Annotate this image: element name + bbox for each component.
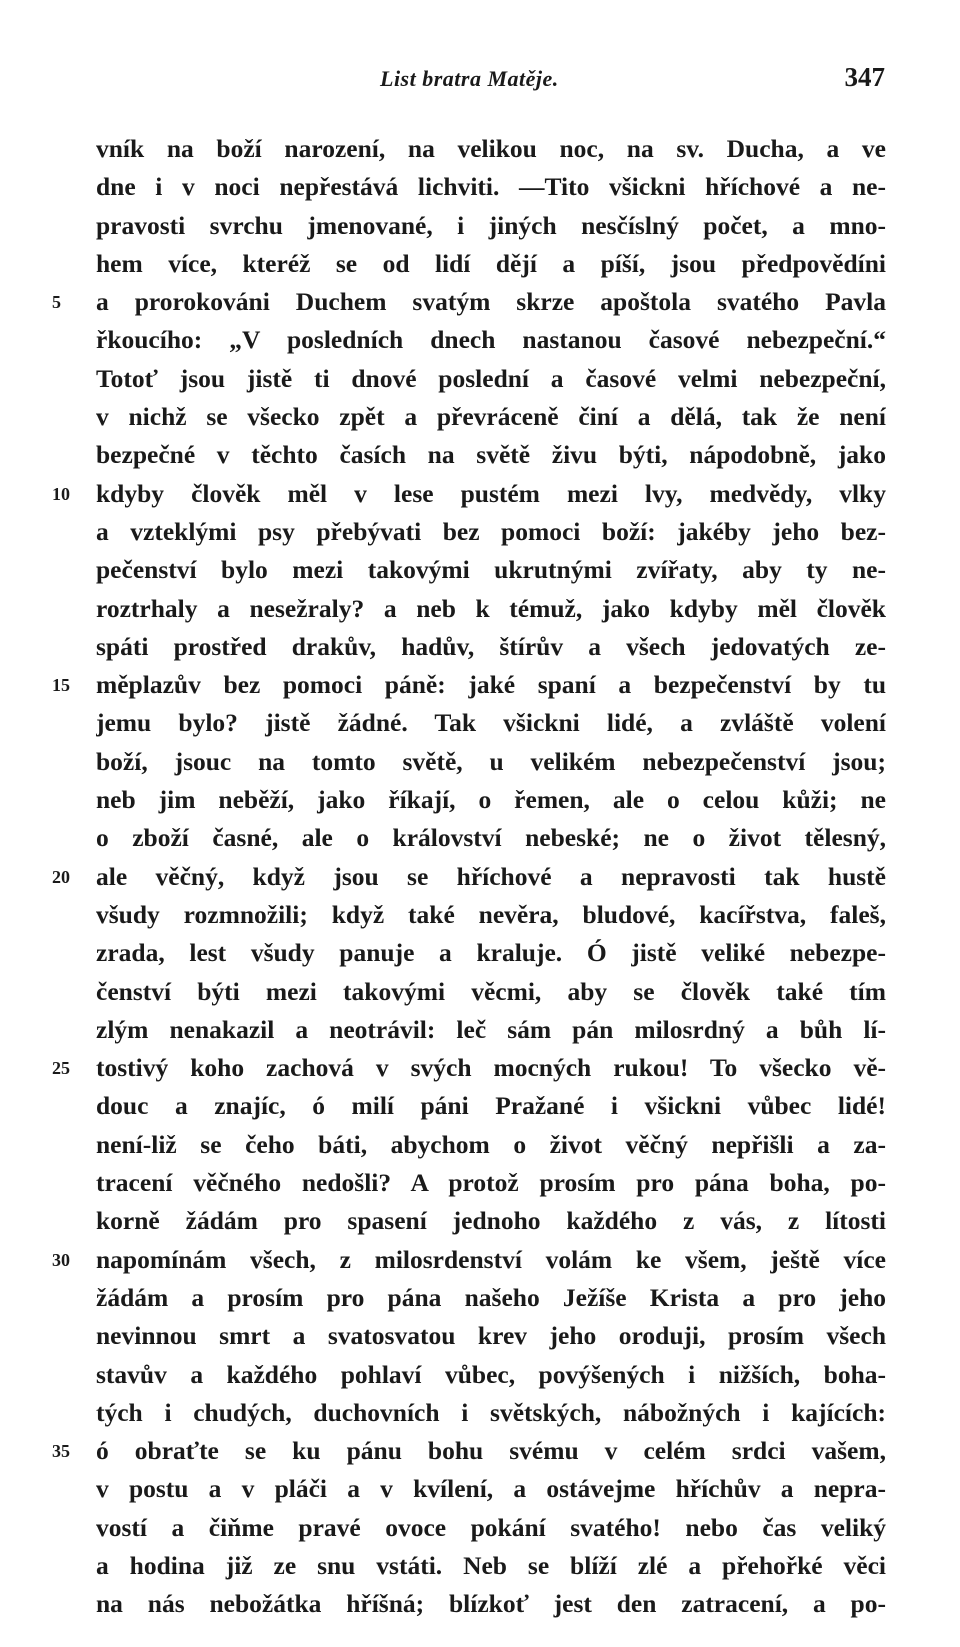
line-text: žádám a prosím pro pána našeho Ježíše Krista a pro jeho (96, 1282, 886, 1312)
text-line (0, 1049, 960, 1087)
line-text: korně žádám pro spasení jednoho každého z vás, z lítosti (96, 1206, 886, 1236)
line-text: hem více, kteréž se od lidí dějí a píší, jsou předpovědíni (96, 248, 886, 278)
text-line (0, 1509, 960, 1547)
text-line (0, 1317, 960, 1355)
text-line (0, 628, 960, 666)
text-line (0, 245, 960, 283)
line-text: stavův a každého pohlaví vůbec, povýšených i nižších, boha- (96, 1359, 886, 1389)
line-text: tracení věčného nedošli? A protož prosím pro pána boha, po- (96, 1168, 886, 1198)
line-text: nevinnou smrt a svatosvatou krev jeho oroduji, prosím všech (96, 1321, 886, 1351)
line-text: jemu bylo? jistě žádné. Tak všickni lidé, a zvláště volení (96, 708, 886, 738)
text-line (0, 590, 960, 628)
line-text: Totoť jsou jistě ti dnové poslední a časové velmi nebezpeční, (96, 363, 886, 393)
text-line (0, 360, 960, 398)
line-number: 20 (52, 866, 70, 887)
line-number: 15 (52, 675, 70, 696)
line-text: vostí a čiňme pravé ovoce pokání svatého! nebo čas veliký (96, 1512, 886, 1542)
text-line (0, 1279, 960, 1317)
line-text: neb jim neběží, jako říkají, o řemen, ale o celou kůži; ne (96, 785, 886, 815)
text-line (0, 130, 960, 168)
text-line (0, 1547, 960, 1585)
text-line (0, 1356, 960, 1394)
line-text: na nás nebožátka hříšná; blízkoť jest den zatracení, a po- (96, 1589, 886, 1619)
line-text: čenství býti mezi takovými věcmi, aby se člověk také tím (96, 976, 886, 1006)
line-text: a hodina již ze snu vstáti. Neb se blíží zlé a přehořké věci (96, 1550, 886, 1580)
body-text (0, 130, 960, 1624)
text-line (0, 551, 960, 589)
line-text: v postu a v pláči a v kvílení, a ostávejme hříchův a nepra- (96, 1474, 886, 1504)
line-number: 10 (52, 483, 70, 504)
line-text: vník na boží narození, na velikou noc, na sv. Ducha, a ve (96, 134, 886, 163)
text-line (0, 207, 960, 245)
line-number: 25 (52, 1058, 70, 1079)
text-line (0, 1011, 960, 1049)
line-text: dne i v noci nepřestává lichviti. —Tito všickni hříchové a ne- (96, 172, 886, 202)
text-line (0, 513, 960, 551)
line-text: kdyby člověk měl v lese pustém mezi lvy, medvědy, vlky (96, 478, 886, 508)
line-text: roztrhaly a nesežraly? a neb k témuž, jako kdyby měl člověk (96, 593, 886, 623)
line-text: o zboží časné, ale o království nebeské; ne o život tělesný, (96, 823, 886, 853)
line-text: napomínám všech, z milosrdenství volám ke všem, ještě více (96, 1244, 886, 1274)
text-line (0, 666, 960, 704)
text-line (0, 283, 960, 321)
text-line (0, 896, 960, 934)
line-number: 35 (52, 1441, 70, 1462)
text-line (0, 858, 960, 896)
line-text: řkoucího: „V posledních dnech nastanou časové nebezpeční.“ (96, 325, 886, 355)
line-text: v nichž se všecko zpět a převráceně činí a dělá, tak že není (96, 402, 886, 432)
running-head (90, 62, 885, 102)
line-text: pečenství bylo mezi takovými ukrutnými zvířaty, aby ty ne- (96, 555, 886, 585)
text-line (0, 1394, 960, 1432)
line-text: zlým nenakazil a neotrávil: leč sám pán milosrdný a bůh lí- (96, 1014, 886, 1044)
text-line (0, 704, 960, 742)
line-text: spáti prostřed drakův, hadův, štírův a všech jedovatých ze- (96, 631, 886, 661)
line-text: tých i chudých, duchovních i světských, nábožných i kajících: (96, 1397, 886, 1427)
line-text: ó obraťte se ku pánu bohu svému v celém srdci vašem, (96, 1436, 886, 1466)
line-text: zrada, lest všudy panuje a kraluje. Ó jistě veliké nebezpe- (96, 938, 886, 968)
text-line (0, 168, 960, 206)
line-text: pravosti svrchu jmenované, i jiných nesčíslný počet, a mno- (96, 210, 886, 240)
line-number: 30 (52, 1249, 70, 1270)
text-line (0, 1126, 960, 1164)
text-line (0, 1432, 960, 1470)
line-text: není-liž se čeho báti, abychom o život věčný nepřišli a za- (96, 1129, 886, 1159)
running-title: List bratra Matěje. (380, 66, 559, 91)
text-line (0, 743, 960, 781)
line-text: tostivý koho zachová v svých mocných rukou! To všecko vě- (96, 1053, 886, 1083)
page-number: 347 (844, 62, 885, 92)
line-text: a prorokováni Duchem svatým skrze apoštola svatého Pavla (96, 287, 886, 317)
line-text: douc a znajíc, ó milí páni Pražané i všickni vůbec lidé! (96, 1091, 886, 1121)
text-line (0, 934, 960, 972)
line-text: ale věčný, když jsou se hříchové a nepravosti tak hustě (96, 861, 886, 891)
line-text: boží, jsouc na tomto světě, u velikém nebezpečenství jsou; (96, 746, 886, 776)
text-line (0, 1202, 960, 1240)
text-line (0, 321, 960, 359)
text-line (0, 1241, 960, 1279)
text-line (0, 398, 960, 436)
line-text: všudy rozmnožili; když také nevěra, bludové, kacířstva, faleš, (96, 899, 886, 929)
line-text: bezpečné v těchto časích na světě živu býti, nápodobně, jako (96, 440, 886, 470)
text-line (0, 973, 960, 1011)
text-line (0, 475, 960, 513)
text-line (0, 819, 960, 857)
line-number: 5 (52, 292, 61, 313)
text-line (0, 436, 960, 474)
line-text: a vzteklými psy přebývati bez pomoci boží: jakéby jeho bez- (96, 516, 886, 546)
text-line (0, 1470, 960, 1508)
text-line (0, 781, 960, 819)
line-text: měplazův bez pomoci páně: jaké spaní a bezpečenství by tu (96, 670, 886, 700)
text-line (0, 1164, 960, 1202)
text-line (0, 1585, 960, 1623)
text-line (0, 1087, 960, 1125)
